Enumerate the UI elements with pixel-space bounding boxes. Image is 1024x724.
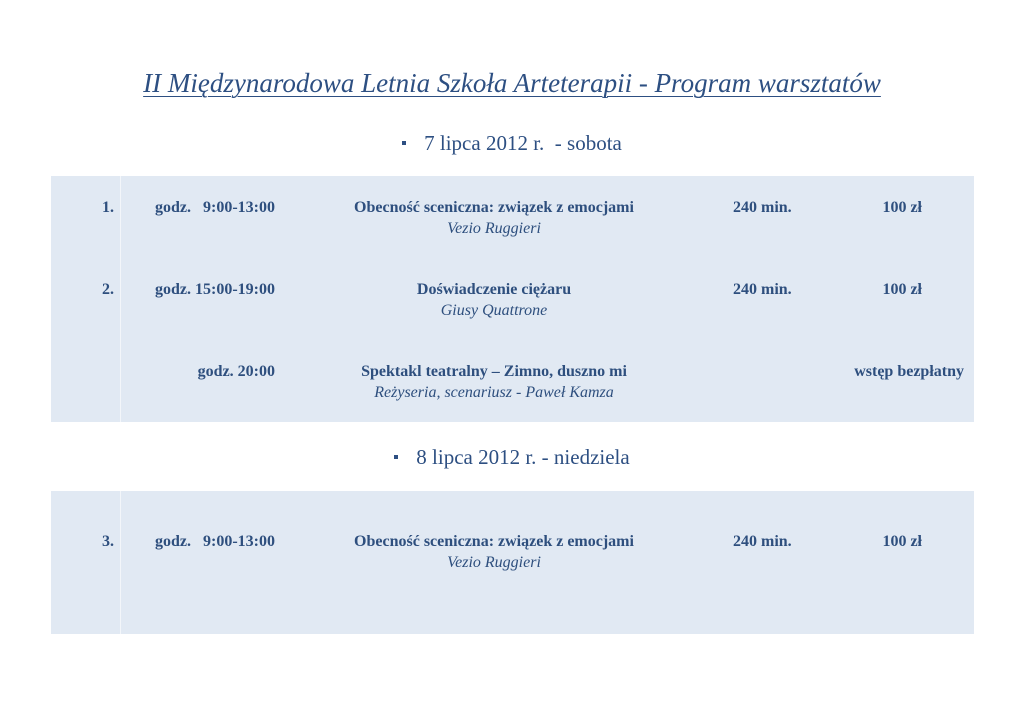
workshop-price: 100 zł	[882, 281, 922, 298]
bullet-icon	[402, 141, 406, 145]
time-value: 9:00-13:00	[203, 533, 275, 550]
workshop-time	[155, 281, 275, 299]
workshop-leader: Giusy Quattrone	[440, 302, 548, 319]
workshop-row	[51, 533, 974, 579]
workshop-duration: 240 min.	[733, 281, 792, 298]
workshop-leader: Reżyseria, scenariusz - Paweł Kamza	[374, 384, 614, 401]
day-heading	[0, 445, 1024, 470]
workshop-price: 100 zł	[882, 199, 922, 216]
workshop-duration: 240 min.	[733, 199, 792, 216]
schedule-panel	[51, 491, 974, 634]
time-value: 15:00-19:00	[195, 281, 275, 298]
time-label: godz.	[155, 199, 192, 216]
day-heading	[0, 131, 1024, 156]
time-label: godz.	[155, 533, 192, 550]
event-row	[51, 363, 974, 409]
workshop-title: Obecność sceniczna: związek z emocjami	[354, 199, 634, 216]
workshop-title: Spektakl teatralny – Zimno, duszno mi	[361, 363, 627, 380]
time-value: 9:00-13:00	[203, 199, 275, 216]
workshop-price: wstęp bezpłatny	[854, 363, 964, 380]
workshop-price: 100 zł	[882, 533, 922, 550]
workshop-leader: Vezio Ruggieri	[447, 220, 541, 237]
workshop-title: Doświadczenie ciężaru	[416, 281, 572, 298]
page-title: II Międzynarodowa Letnia Szkoła Arteterapii - Program warsztatów	[143, 68, 881, 98]
schedule-panel	[51, 176, 974, 422]
workshop-duration: 240 min.	[733, 533, 792, 550]
workshop-row	[51, 281, 974, 327]
workshop-time	[155, 533, 275, 551]
workshop-number: 3.	[102, 533, 114, 550]
bullet-icon	[394, 455, 398, 459]
workshop-row	[51, 199, 974, 245]
workshop-leader: Vezio Ruggieri	[447, 554, 541, 571]
workshop-time	[155, 199, 275, 217]
day-heading-text: 8 lipca 2012 r. - niedziela	[416, 445, 630, 469]
workshop-number: 1.	[102, 199, 114, 216]
time-value: 20:00	[237, 363, 275, 380]
workshop-title: Obecność sceniczna: związek z emocjami	[354, 533, 634, 550]
time-label: godz.	[197, 363, 234, 380]
workshop-number: 2.	[102, 281, 114, 298]
day-heading-text: 7 lipca 2012 r. - sobota	[424, 131, 622, 155]
workshop-time	[198, 363, 275, 381]
time-label: godz.	[155, 281, 192, 298]
